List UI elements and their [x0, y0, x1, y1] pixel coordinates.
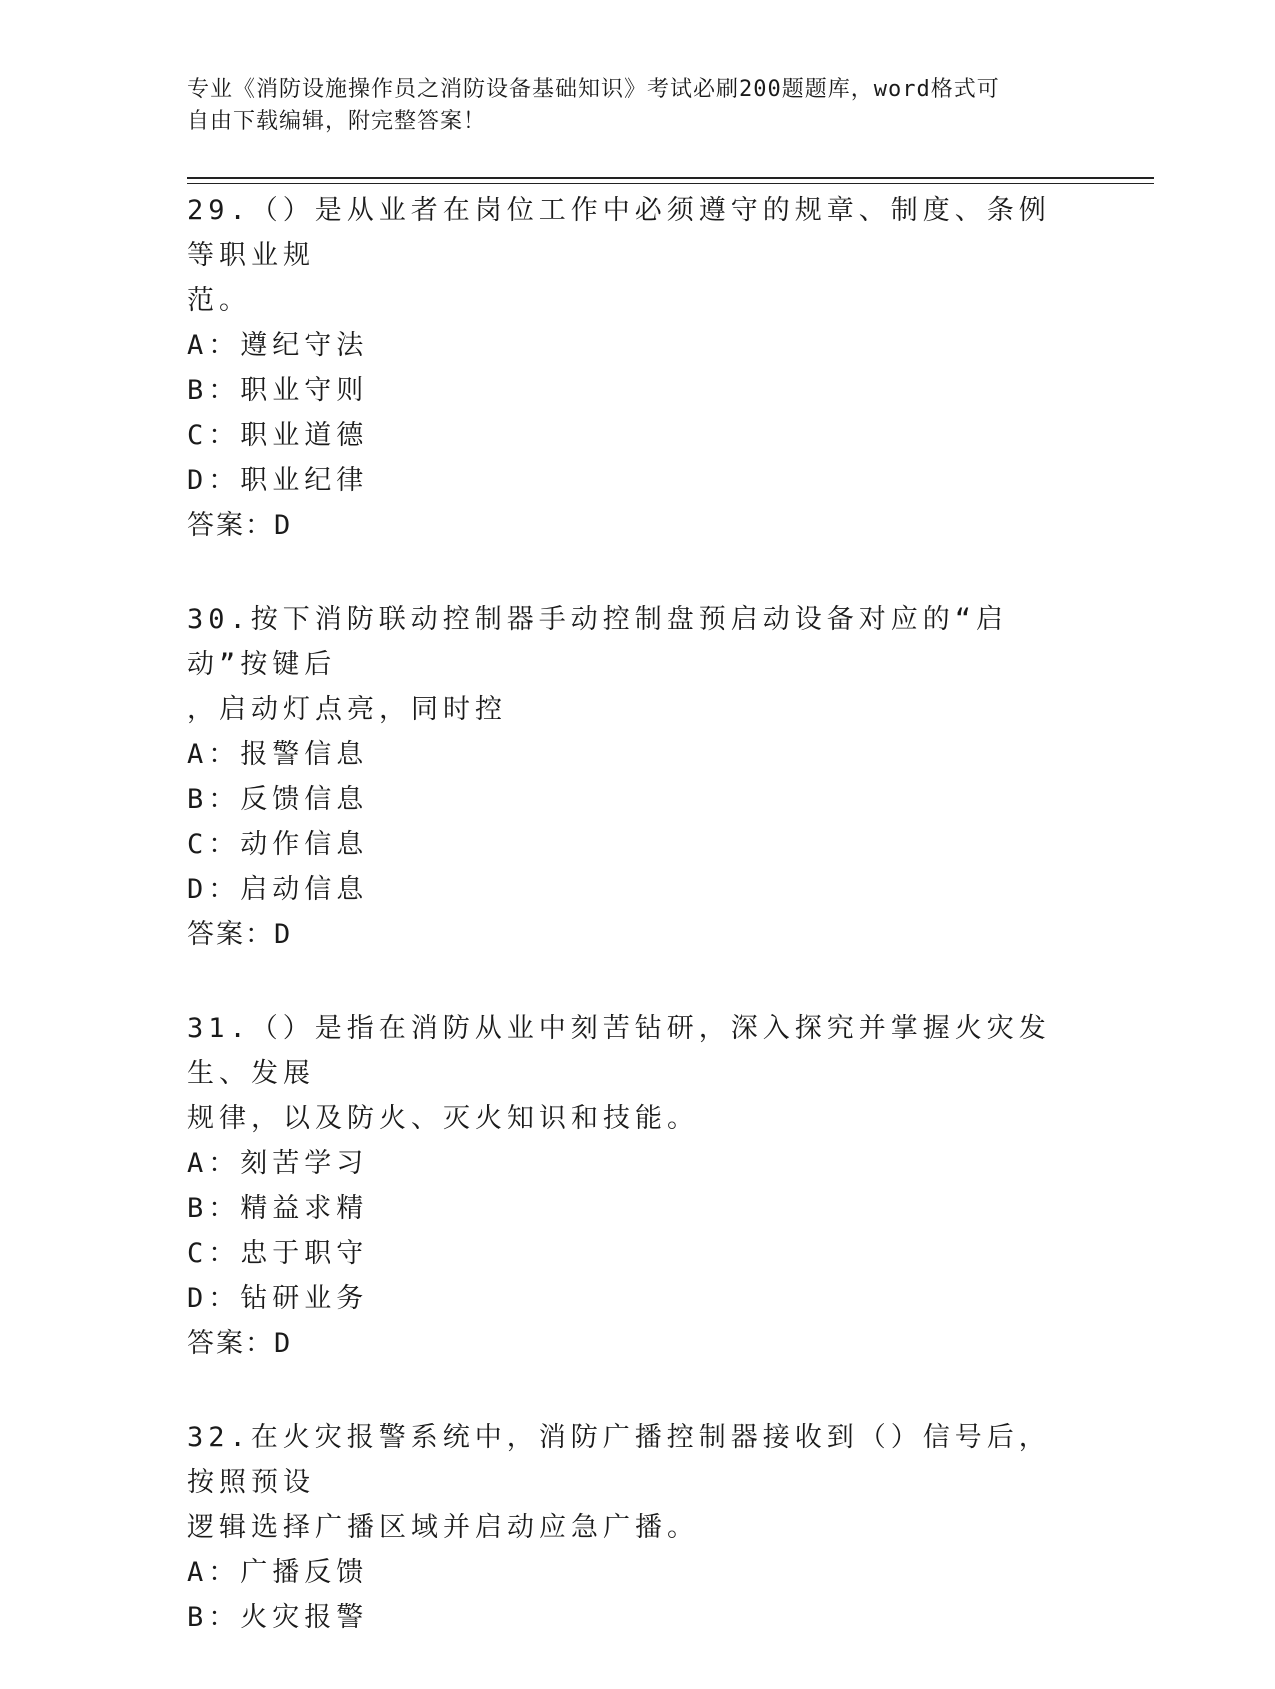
question-stem — [187, 1415, 1077, 1550]
option-c: C：忠于职守 — [187, 1238, 369, 1269]
option-d: D：启动信息 — [187, 874, 369, 905]
answer-line: 答案：D — [187, 919, 293, 950]
option-c: C：动作信息 — [187, 829, 369, 860]
option-d: D：钻研业务 — [187, 1283, 369, 1314]
option-c: C：职业道德 — [187, 420, 369, 451]
question-30 — [187, 597, 1077, 957]
question-list — [187, 188, 1077, 1689]
option-a: A：报警信息 — [187, 739, 369, 770]
question-stem-line: 29.（）是从业者在岗位工作中必须遵守的规章、制度、条例等职业规 — [187, 195, 1051, 271]
header-divider-thick — [187, 177, 1154, 179]
header-divider-thin — [187, 183, 1154, 184]
question-32 — [187, 1415, 1077, 1640]
question-stem — [187, 188, 1077, 323]
question-stem-line: 规律，以及防火、灭火知识和技能。 — [187, 1103, 699, 1134]
question-stem-line: ，启动灯点亮，同时控 — [187, 694, 507, 725]
document-header — [187, 74, 1067, 138]
option-b: B：精益求精 — [187, 1193, 369, 1224]
option-a: A：遵纪守法 — [187, 330, 369, 361]
question-31 — [187, 1006, 1077, 1366]
answer-line: 答案：D — [187, 1328, 293, 1359]
question-29 — [187, 188, 1077, 548]
option-a: A：广播反馈 — [187, 1557, 369, 1588]
question-stem-line: 30.按下消防联动控制器手动控制盘预启动设备对应的“启动”按键后 — [187, 604, 1009, 680]
option-d: D：职业纪律 — [187, 465, 369, 496]
question-stem-line: 范。 — [187, 285, 251, 316]
header-line-2: 自由下载编辑，附完整答案！ — [187, 109, 487, 134]
option-a: A：刻苦学习 — [187, 1148, 369, 1179]
question-stem-line: 32.在火灾报警系统中，消防广播控制器接收到（）信号后，按照预设 — [187, 1422, 1051, 1498]
answer-line: 答案：D — [187, 510, 293, 541]
option-b: B：职业守则 — [187, 375, 369, 406]
header-line-1: 专业《消防设施操作员之消防设备基础知识》考试必刷200题题库，word格式可 — [187, 77, 1000, 102]
option-b: B：反馈信息 — [187, 784, 369, 815]
question-stem-line: 逻辑选择广播区域并启动应急广播。 — [187, 1512, 699, 1543]
question-stem — [187, 597, 1077, 732]
question-stem-line: 31.（）是指在消防从业中刻苦钻研，深入探究并掌握火灾发生、发展 — [187, 1013, 1051, 1089]
question-stem — [187, 1006, 1077, 1141]
option-b: B：火灾报警 — [187, 1602, 369, 1633]
